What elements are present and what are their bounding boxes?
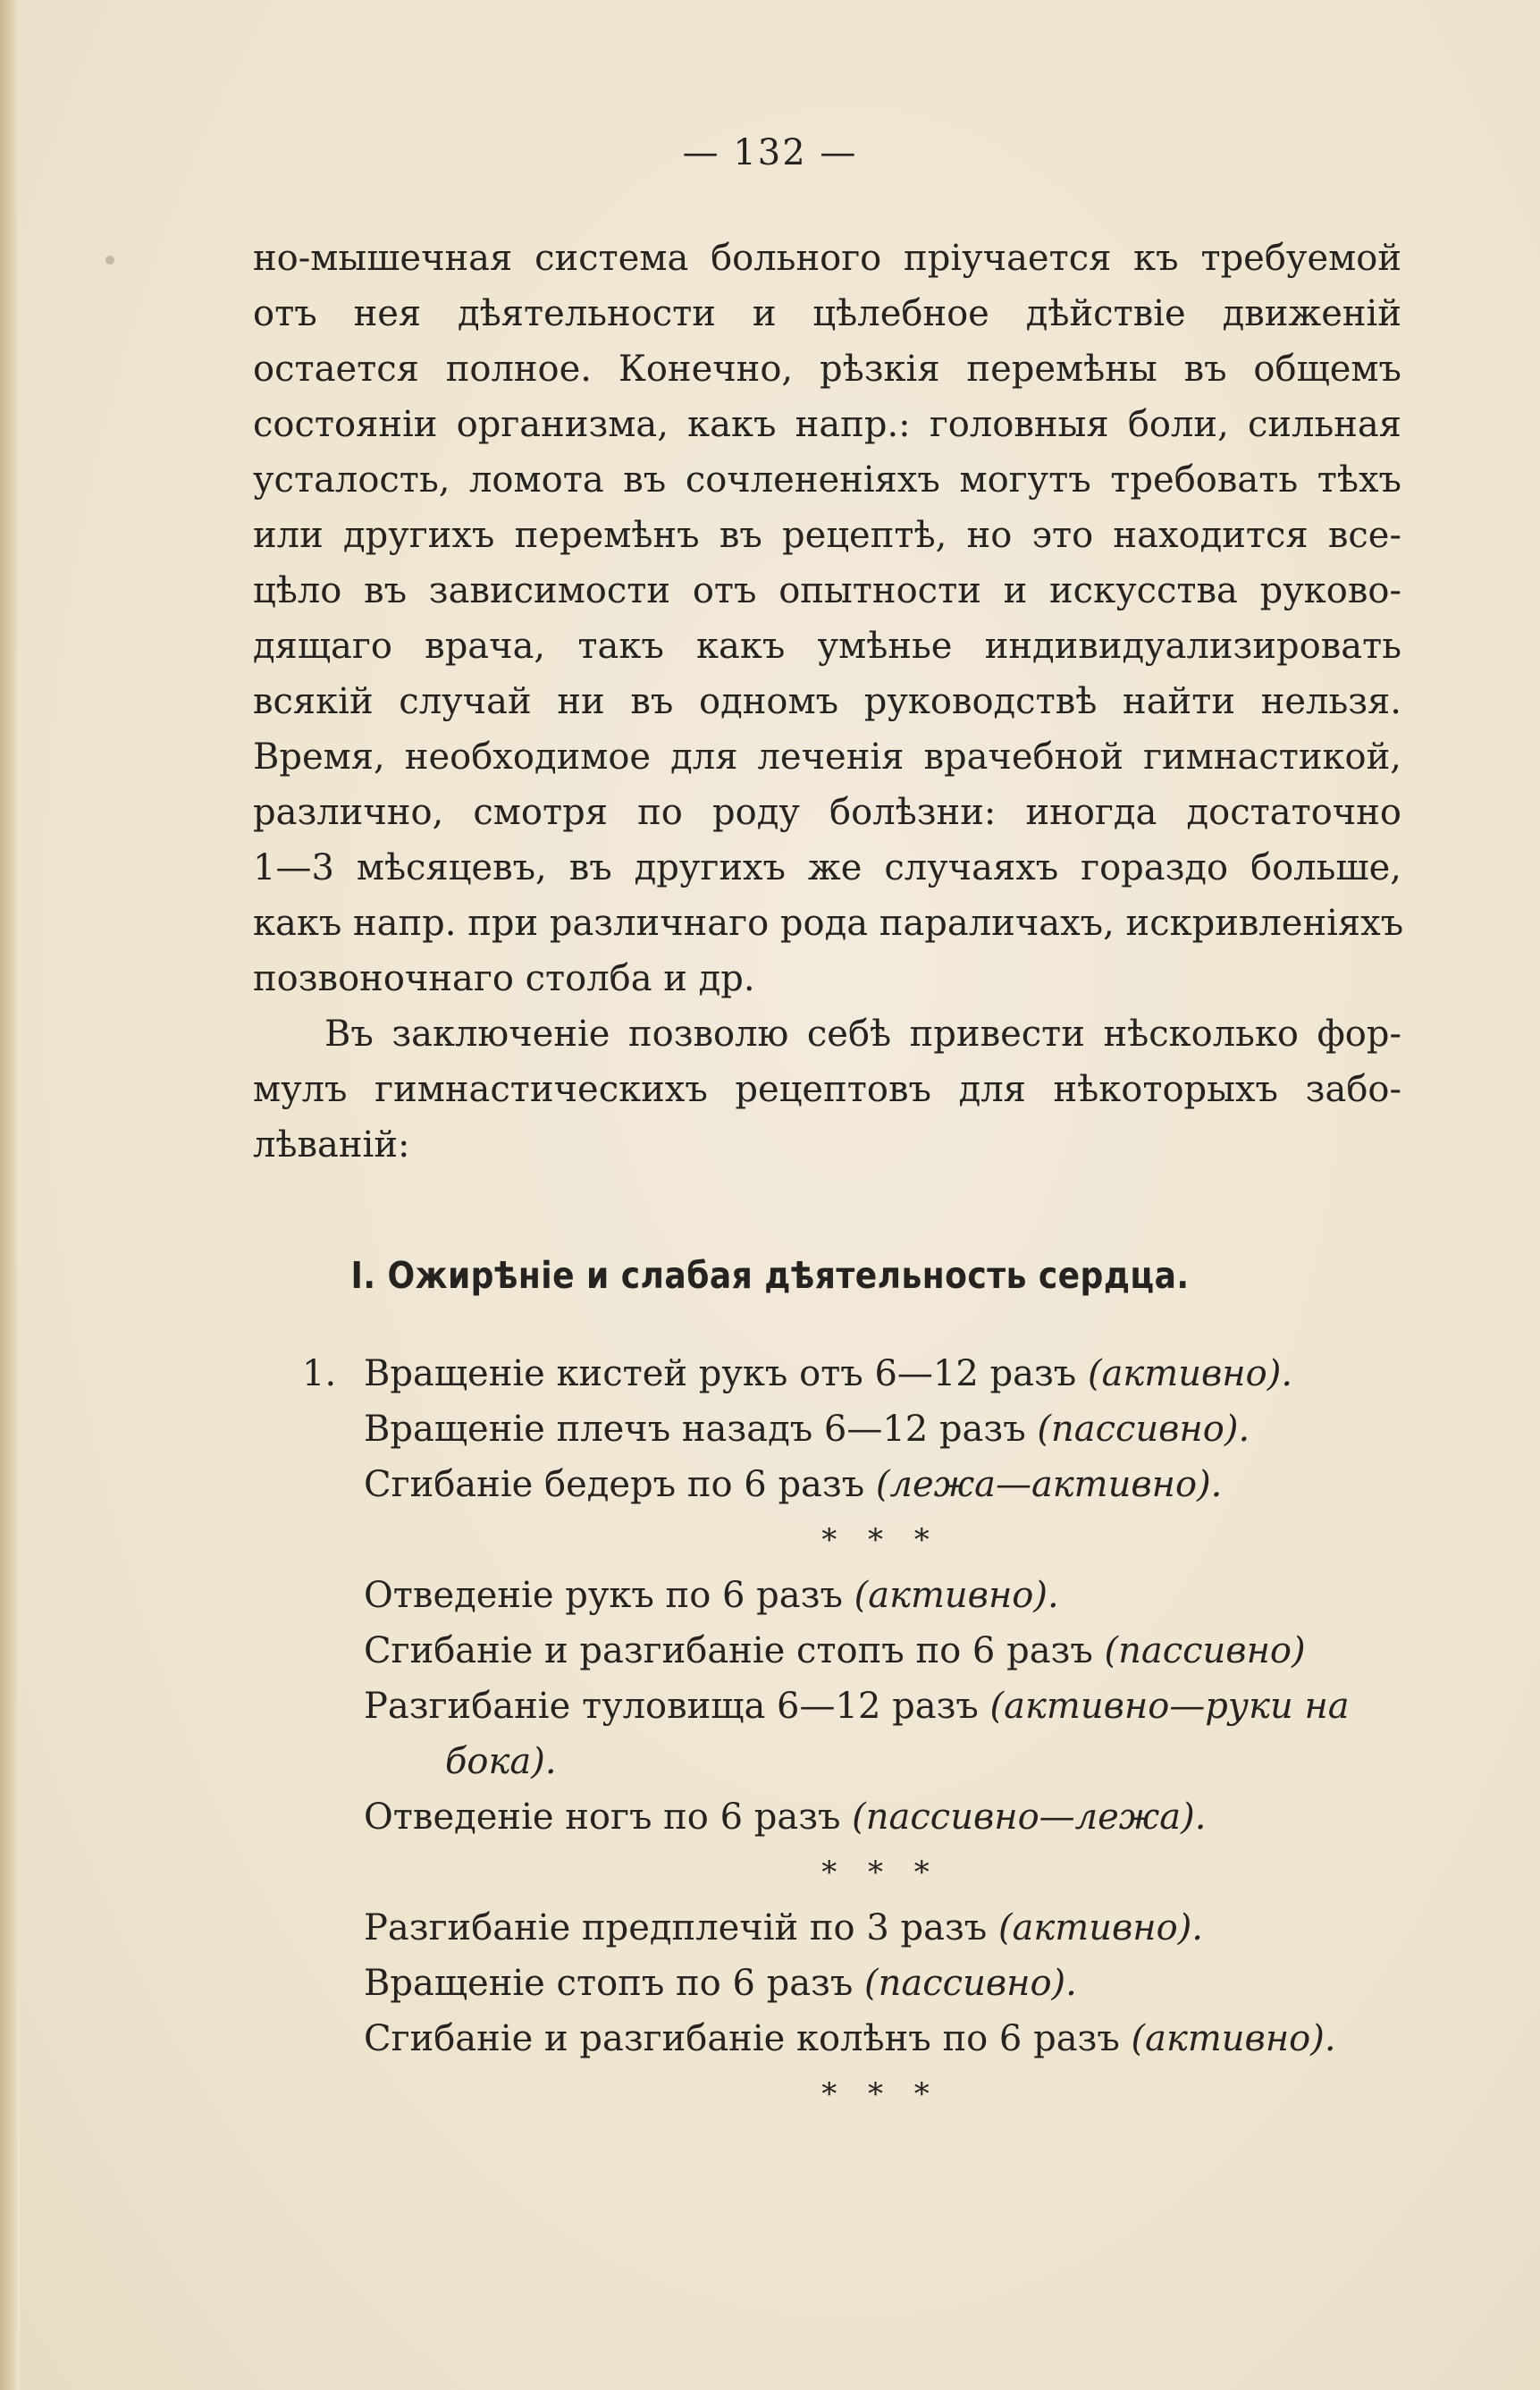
- exercise-text: Сгибаніе и разгибаніе стопъ по 6 разъ: [364, 1630, 1105, 1671]
- text-line: всякій случай ни въ одномъ руководствѣ найти нельзя.: [253, 681, 1401, 722]
- text-line: состояніи организма, какъ напр.: головныя боли, сильная: [253, 404, 1401, 445]
- section-separator: * * *: [821, 1855, 940, 1890]
- page-number: — 132 —: [682, 132, 858, 173]
- exercise-line: [253, 1789, 1406, 1845]
- exercise-mode: (лежа—активно).: [875, 1464, 1223, 1505]
- text-line: мулъ гимнастическихъ рецептовъ для нѣкоторыхъ забо-: [253, 1069, 1401, 1110]
- exercise-line: [253, 1623, 1406, 1679]
- text-line: усталость, ломота въ сочлененіяхъ могутъ требовать тѣхъ: [253, 459, 1401, 501]
- exercise-mode: (активно).: [854, 1575, 1059, 1616]
- exercise-text: Сгибаніе и разгибаніе колѣнъ по 6 разъ: [364, 2018, 1132, 2059]
- exercise-text: Отведеніе рукъ по 6 разъ: [364, 1575, 854, 1616]
- exercise-mode: бока).: [445, 1741, 557, 1782]
- exercise-mode: (пассивно).: [864, 1963, 1077, 2004]
- text-line: дящаго врача, такъ какъ умѣнье индивидуализировать: [253, 626, 1401, 667]
- exercise-text: Отведеніе ногъ по 6 разъ: [364, 1797, 853, 1838]
- exercise-line: [253, 1900, 1406, 1956]
- text-line: но-мышечная система больного пріучается къ требуемой: [253, 238, 1401, 279]
- exercise-text: Вращеніе плечъ назадъ 6—12 разъ: [364, 1409, 1038, 1450]
- exercise-text: Сгибаніе бедеръ по 6 разъ: [364, 1464, 876, 1505]
- exercise-text: Разгибаніе туловища 6—12 разъ: [364, 1686, 990, 1727]
- text-line: позвоночнаго столба и др.: [253, 958, 755, 999]
- paper-spot: [105, 256, 114, 265]
- section-separator: * * *: [821, 2076, 940, 2112]
- exercise-mode: (пассивно): [1104, 1630, 1306, 1671]
- exercise-mode: (активно—руки на: [989, 1686, 1350, 1727]
- exercise-line: [253, 1401, 1406, 1457]
- exercise-text: Вращеніе кистей рукъ отъ 6—12 разъ: [364, 1353, 1088, 1394]
- text-line: какъ напр. при различнаго рода параличахъ, искривленіяхъ: [253, 903, 1404, 944]
- exercise-line: [253, 1679, 1406, 1734]
- section-heading: I. Ожирѣніе и слабая дѣятельность сердца.: [350, 1254, 1190, 1297]
- exercise-mode: (активно).: [1087, 1353, 1293, 1394]
- exercise-line: [253, 2011, 1406, 2066]
- text-line: отъ нея дѣятельности и цѣлебное дѣйствіе движеній: [253, 293, 1401, 334]
- exercise-line: [253, 1457, 1406, 1512]
- exercise-line: [253, 1346, 1406, 1401]
- text-line: различно, смотря по роду болѣзни: иногда достаточно: [253, 792, 1401, 833]
- exercise-formula: [253, 1346, 1406, 2122]
- text-line: остается полное. Конечно, рѣзкія перемѣны въ общемъ: [253, 349, 1401, 390]
- text-line: лѣваній:: [253, 1124, 410, 1166]
- text-line: цѣло въ зависимости отъ опытности и искусства руково-: [253, 570, 1401, 611]
- text-line: 1—3 мѣсяцевъ, въ другихъ же случаяхъ гораздо больше,: [253, 847, 1401, 888]
- exercise-text: Разгибаніе предплечій по 3 разъ: [364, 1907, 998, 1948]
- text-line: или другихъ перемѣнъ въ рецептѣ, но это находится все-: [253, 515, 1401, 556]
- exercise-mode: (активно).: [1131, 2018, 1336, 2059]
- text-line: Въ заключеніе позволю себѣ привести нѣсколько фор-: [324, 1014, 1401, 1055]
- formula-number: 1.: [302, 1353, 337, 1394]
- exercise-mode: (пассивно).: [1037, 1409, 1250, 1450]
- text-line: Время, необходимое для леченія врачебной гимнастикой,: [253, 736, 1401, 778]
- exercise-mode: (активно).: [997, 1907, 1204, 1948]
- exercise-text: Вращеніе стопъ по 6 разъ: [364, 1963, 865, 2004]
- body-text: [253, 231, 1404, 1173]
- page-binding-edge: [0, 0, 20, 2390]
- section-separator: * * *: [821, 1522, 940, 1558]
- exercise-line: [253, 1568, 1406, 1623]
- exercise-line-continuation: [253, 1734, 1406, 1789]
- exercise-mode: (пассивно—лежа).: [852, 1797, 1207, 1838]
- exercise-line: [253, 1956, 1406, 2011]
